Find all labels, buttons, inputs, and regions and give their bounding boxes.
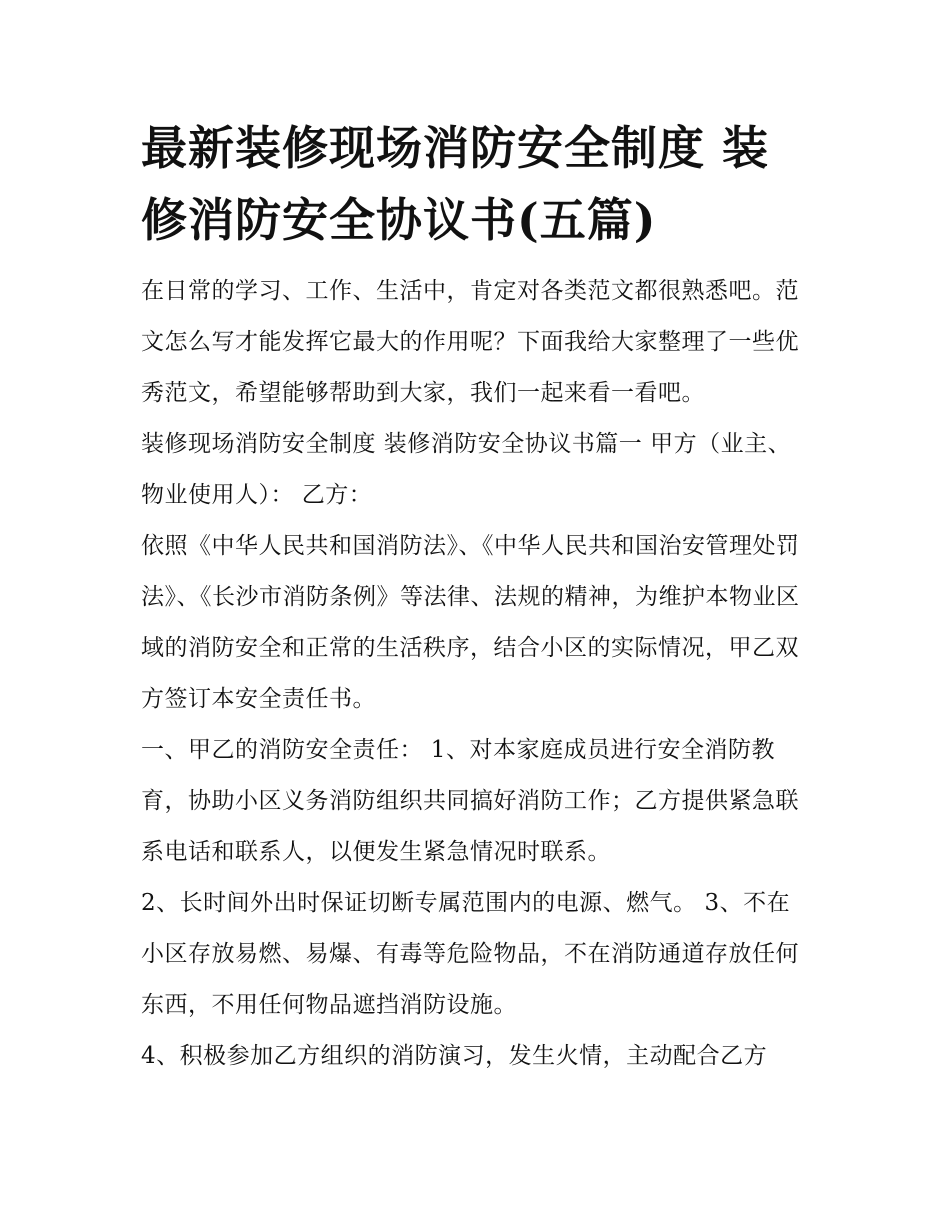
paragraph-clause-2-3: 2、长时间外出时保证切断专属范围内的电源、燃气。 3、不在小区存放易燃、易爆、有毒等危险物品，不在消防通道存放任何东西，不用任何物品遮挡消防设施。 — [141, 890, 799, 1018]
paragraph-clause-1: 一、甲乙的消防安全责任： 1、对本家庭成员进行安全消防教育，协助小区义务消防组织共同搞好消防工作；乙方提供紧急联系电话和联系人，以便发生紧急情况时联系。 — [141, 737, 799, 865]
paragraph-clause-4: 4、积极参加乙方组织的消防演习，发生火情，主动配合乙方 — [141, 1043, 768, 1069]
paragraph-parties: 装修现场消防安全制度 装修消防安全协议书篇一 甲方（业主、物业使用人）： 乙方： — [141, 431, 792, 508]
paragraph-legal-basis: 依照《中华人民共和国消防法》、《中华人民共和国治安管理处罚法》、《长沙市消防条例》等法律、法规的精神，为维护本物业区域的消防安全和正常的生活秩序，结合小区的实际情况，甲乙双方签订本安全责任书。 — [141, 533, 800, 712]
document-page — [141, 112, 813, 1082]
paragraph-intro: 在日常的学习、工作、生活中，肯定对各类范文都很熟悉吧。范文怎么写才能发挥它最大的作用呢？下面我给大家整理了一些优秀范文，希望能够帮助到大家，我们一起来看一看吧。 — [141, 278, 799, 406]
document-title: 最新装修现场消防安全制度 装修消防安全协议书(五篇) — [141, 121, 770, 247]
